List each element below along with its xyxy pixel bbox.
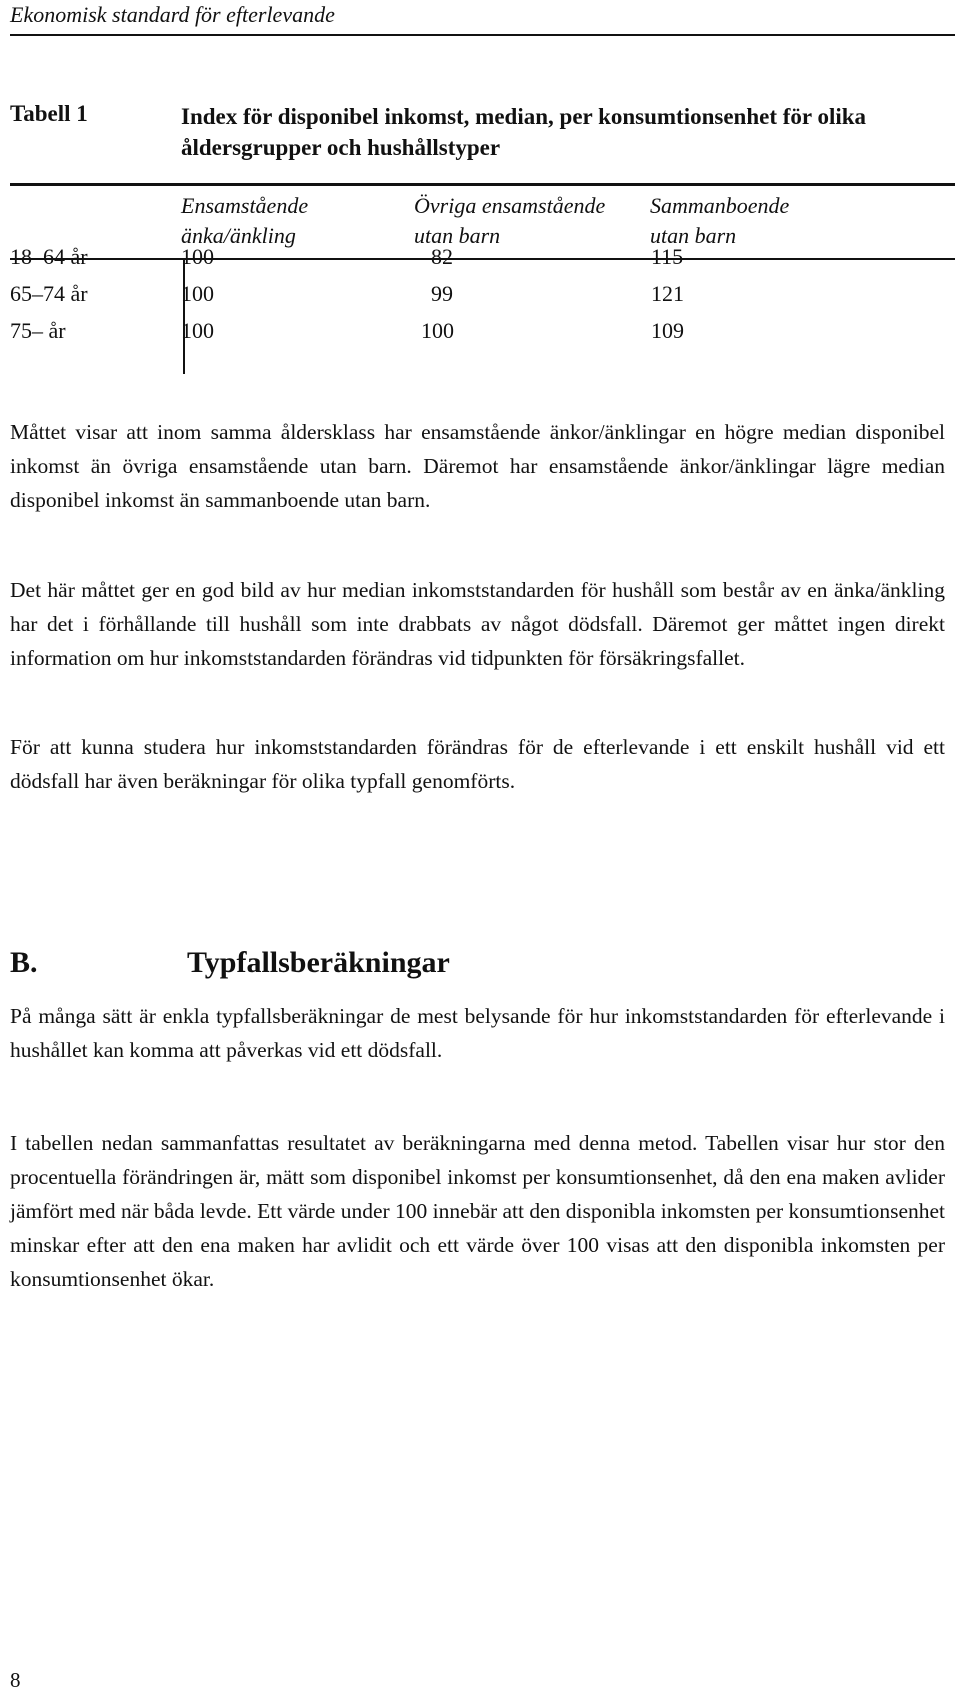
running-header: Ekonomisk standard för efterlevande bbox=[10, 2, 335, 27]
row-label: 18–64 år bbox=[10, 244, 88, 269]
table-caption: Index för disponibel inkomst, median, per konsumtionsenhet för olika åldersgrupper och hushållstyper bbox=[181, 104, 867, 160]
column-header bbox=[414, 191, 605, 251]
column-header-line: utan barn bbox=[650, 223, 737, 248]
section-letter: B. bbox=[10, 946, 38, 979]
table-cell: 121 bbox=[651, 281, 684, 306]
section-paragraph: På många sätt är enkla typfallsberäkningar de mest belysande för hur inkomststandarden för efterlevande i hushållet kan komma att påverkas vid ett dödsfall. bbox=[10, 1004, 945, 1062]
table-label: Tabell 1 bbox=[10, 101, 88, 126]
column-header-line: utan barn bbox=[414, 223, 501, 248]
table-cell: 100 bbox=[181, 244, 214, 269]
page-number: 8 bbox=[10, 1668, 21, 1692]
row-label: 65–74 år bbox=[10, 281, 88, 306]
table-cell: 100 bbox=[421, 318, 454, 343]
table-column-divider bbox=[183, 258, 185, 374]
column-header bbox=[650, 191, 789, 251]
table-header-rule bbox=[10, 258, 955, 260]
body-paragraph: För att kunna studera hur inkomststandarden förändras för de efterlevande i ett enskilt hushåll vid ett dödsfall har även beräkningar för olika typfall genomförts. bbox=[10, 735, 945, 793]
body-paragraph: Det här måttet ger en god bild av hur median inkomststandarden för hushåll som består av en änka/änkling har det i förhållande till hushåll som inte drabbats av något dödsfall. Däremot ger måttet ingen direkt information om hur inkomststandarden förändras vid tidpunkten för försäkringsfallet. bbox=[10, 578, 945, 670]
column-header-line: Sammanboende bbox=[650, 193, 790, 218]
column-header bbox=[181, 191, 308, 251]
table-top-rule bbox=[10, 183, 955, 186]
column-header-line: Ensamstående bbox=[181, 193, 309, 218]
table-cell: 115 bbox=[651, 244, 684, 269]
table-cell: 109 bbox=[651, 318, 684, 343]
header-rule bbox=[10, 34, 955, 36]
column-header-line: Övriga ensamstående bbox=[414, 193, 606, 218]
section-paragraph: I tabellen nedan sammanfattas resultatet av beräkningarna med denna metod. Tabellen visar hur stor den procentuella förändringen är, mätt som disponibel inkomst per konsumtionsenhet, då den ena maken avlider jämfört med när båda levde. Ett värde under 100 innebär att den disponibla inkomsten per konsumtionsenhet minskar efter att den ena maken har avlidit och ett värde över 100 visas att den disponibla inkomsten per konsumtionsenhet ökar. bbox=[10, 1131, 945, 1291]
table-cell: 100 bbox=[181, 281, 214, 306]
table-cell: 82 bbox=[431, 244, 453, 269]
body-paragraph: Måttet visar att inom samma åldersklass har ensamstående änkor/änklingar en högre median disponibel inkomst än övriga ensamstående utan barn. Däremot har ensamstående änkor/änklingar lägre median disponibel inkomst än sammanboende utan barn. bbox=[10, 420, 945, 512]
section-heading bbox=[10, 946, 450, 980]
section-title: Typfallsberäkningar bbox=[187, 946, 450, 979]
table-cell: 99 bbox=[431, 281, 453, 306]
column-header-line: änka/änkling bbox=[181, 223, 296, 248]
row-label: 75– år bbox=[10, 318, 66, 343]
table-cell: 100 bbox=[181, 318, 214, 343]
